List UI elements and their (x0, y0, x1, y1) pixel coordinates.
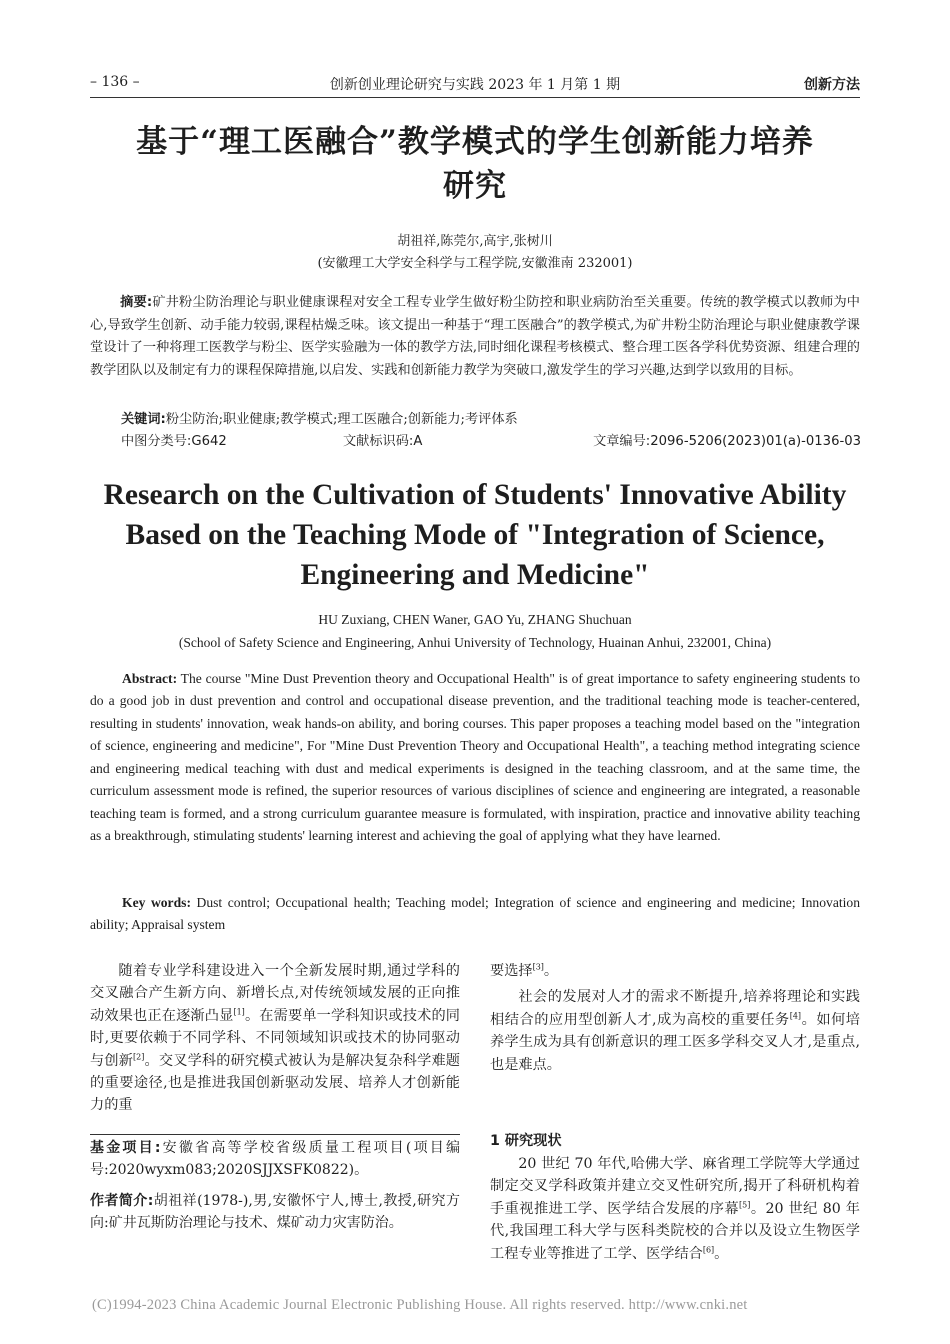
body-paragraph (490, 986, 860, 1076)
body-text: 随着专业学科建设进入一个全新发展时期,通过学科的交叉融合产生新方向、新增长点,对传统领域发展的正向推动效果也正在逐渐凸显 (90, 963, 460, 1024)
citation[interactable]: [5] (739, 1200, 751, 1210)
footnote-fund (90, 1137, 460, 1182)
running-header (90, 72, 860, 98)
body-paragraph-continued (490, 960, 860, 982)
body-text: 。 (714, 1245, 729, 1262)
zh-authors: 胡祖祥,陈莞尔,高宇,张树川 (397, 234, 553, 249)
en-affiliation: (School of Safety Science and Engineering, Anhui University of Technology, Huainan Anhui, 232001, China) (178, 635, 772, 650)
en-keywords (90, 892, 860, 937)
en-keywords-text: Dust control; Occupational health; Teaching model; Integration of science and engineering and medicine; Innovation ability; Appraisal system (90, 895, 861, 933)
en-abstract-text: The course "Mine Dust Prevention theory and Occupational Health" is of great importance to safety engineering students to do a good job in dust prevention and control and occupational disease prevention, and the traditional teaching mode is teacher-centered, resulting in students' innovation, weak hands-on ability, and boring courses. This paper proposes a teaching model based on the "integration of science, engineering and medicine", For "Mine Dust Prevention Theory and Occupational Health", a teaching method integrating science and engineering medical teaching with dust and medical experiments is designed in the teaching classroom, and at the same time, the curriculum assessment mode is refined, the superior resources of various disciplines of science and engineering are integrated, a reasonable teaching team is formed, and a strong curriculum guarantee measure is formulated, with inspiration, practice and innovative ability teaching as a breakthrough, stimulating students' learning interest and achieving the goal of applying what they have learned. (90, 671, 860, 844)
fund-text: 安徽省高等学校省级质量工程项目(项目编号:2020wyxm083;2020SJJXSFK0822)。 (90, 1140, 460, 1179)
body-text: 。如何培养学生成为具有创新意识的理工医多学科交叉人才,是重点,也是难点。 (490, 1011, 860, 1073)
classification-row (121, 430, 861, 452)
en-abstract-label: Abstract: (122, 671, 178, 686)
en-authors: HU Zuxiang, CHEN Waner, GAO Yu, ZHANG Shuchuan (318, 612, 632, 627)
body-text: 。20 世纪 80 年代,我国理工科大学与医科类院校的合并以及设立生物医学工程专业等推进了工学、医学结合 (490, 1200, 860, 1262)
en-abstract (90, 668, 860, 848)
zh-abstract (90, 292, 860, 382)
en-keywords-label: Key words: (122, 895, 191, 910)
body-paragraph (90, 960, 460, 1117)
body-text: 要选择 (490, 963, 533, 979)
en-title-line-3: Engineering and Medicine" (300, 559, 650, 591)
citation[interactable]: [1] (233, 1007, 245, 1017)
en-title-line-1: Research on the Cultivation of Students' Innovative Ability (103, 479, 847, 511)
zh-title-line-1: 基于“理工医融合”教学模式的学生创新能力培养 (136, 124, 814, 160)
footnote-author (90, 1190, 460, 1235)
page-number: – 136 – (90, 74, 140, 90)
zh-abstract-text: 矿井粉尘防治理论与职业健康课程对安全工程专业学生做好粉尘防控和职业病防治至关重要。传统的教学模式以教师为中心,导致学生创新、动手能力较弱,课程枯燥乏味。该文提出一种基于“理工医融合”的教学模式,为矿井粉尘防治理论与职业健康教学课堂设计了一种将理工医教学与粉尘、医学实验融为一体的教学方法,同时细化课程考核模式、整合理工医各学科优势资源、组建合理的教学团队以及制定有力的课程保障措施,以启发、实践和创新能力教学为突破口,激发学生的学习兴趣,达到学以致用的目标。 (90, 295, 860, 378)
author-bio-text: 胡祖祥(1978-),男,安徽怀宁人,博士,教授,研究方向:矿井瓦斯防治理论与技术、煤矿动力灾害防治。 (90, 1193, 460, 1232)
zh-keywords-label: 关键词: (121, 412, 166, 427)
citation[interactable]: [2] (133, 1051, 145, 1061)
zh-affiliation: (安徽理工大学安全科学与工程学院,安徽淮南 232001) (317, 256, 633, 271)
zh-keywords-text: 粉尘防治;职业健康;教学模式;理工医融合;创新能力;考评体系 (165, 412, 518, 427)
body-right-column-section1 (490, 1153, 860, 1265)
body-paragraph (490, 1153, 860, 1265)
footnote-rule (90, 1134, 460, 1135)
zh-keywords (121, 408, 861, 427)
body-text: 社会的发展对人才的需求不断提升,培养将理论和实践相结合的应用型创新人才,成为高校的重要任务 (490, 989, 860, 1028)
citation[interactable]: [3] (532, 962, 544, 972)
body-right-column (490, 960, 860, 1076)
clc-number: 中图分类号:G642 (121, 434, 227, 449)
body-text: 。在需要单一学科知识或技术的同时,更要依赖于不同学科、不同领域知识或技术的协同驱动与创新 (90, 1007, 460, 1069)
section-heading-1: 1 研究现状 (490, 1133, 562, 1149)
body-left-column (90, 960, 460, 1117)
author-bio-label: 作者简介: (90, 1193, 154, 1209)
journal-name: 创新创业理论研究与实践 2023 年 1 月第 1 期 (329, 77, 621, 93)
body-text: 20 世纪 70 年代,哈佛大学、麻省理工学院等大学通过制定交叉学科政策并建立交叉性研究所,揭开了科研机构着手重视推进工学、医学结合发展的序幕 (490, 1156, 860, 1217)
header-rule (90, 97, 860, 98)
body-text: 。 (543, 963, 559, 979)
document-code: 文献标识码:A (343, 434, 423, 449)
section-name: 创新方法 (804, 77, 860, 93)
zh-title (90, 120, 860, 208)
article-number: 文章编号:2096-5206(2023)01(a)-0136-03 (593, 434, 861, 449)
citation[interactable]: [6] (702, 1244, 715, 1254)
fund-label: 基金项目: (90, 1140, 161, 1156)
zh-title-line-2: 研究 (443, 168, 507, 204)
en-title (90, 475, 860, 595)
citation[interactable]: [4] (789, 1011, 802, 1021)
en-title-line-2: Based on the Teaching Mode of "Integration of Science, (125, 519, 825, 551)
zh-abstract-label: 摘要: (120, 295, 153, 310)
body-text: 。交叉学科的研究模式被认为是解决复杂科学难题的重要途径,也是推进我国创新驱动发展、培养人才创新能力的重 (90, 1052, 460, 1114)
copyright-footer: (C)1994-2023 China Academic Journal Electronic Publishing House. All rights reserved. http://www.cnki.net (92, 1297, 748, 1313)
